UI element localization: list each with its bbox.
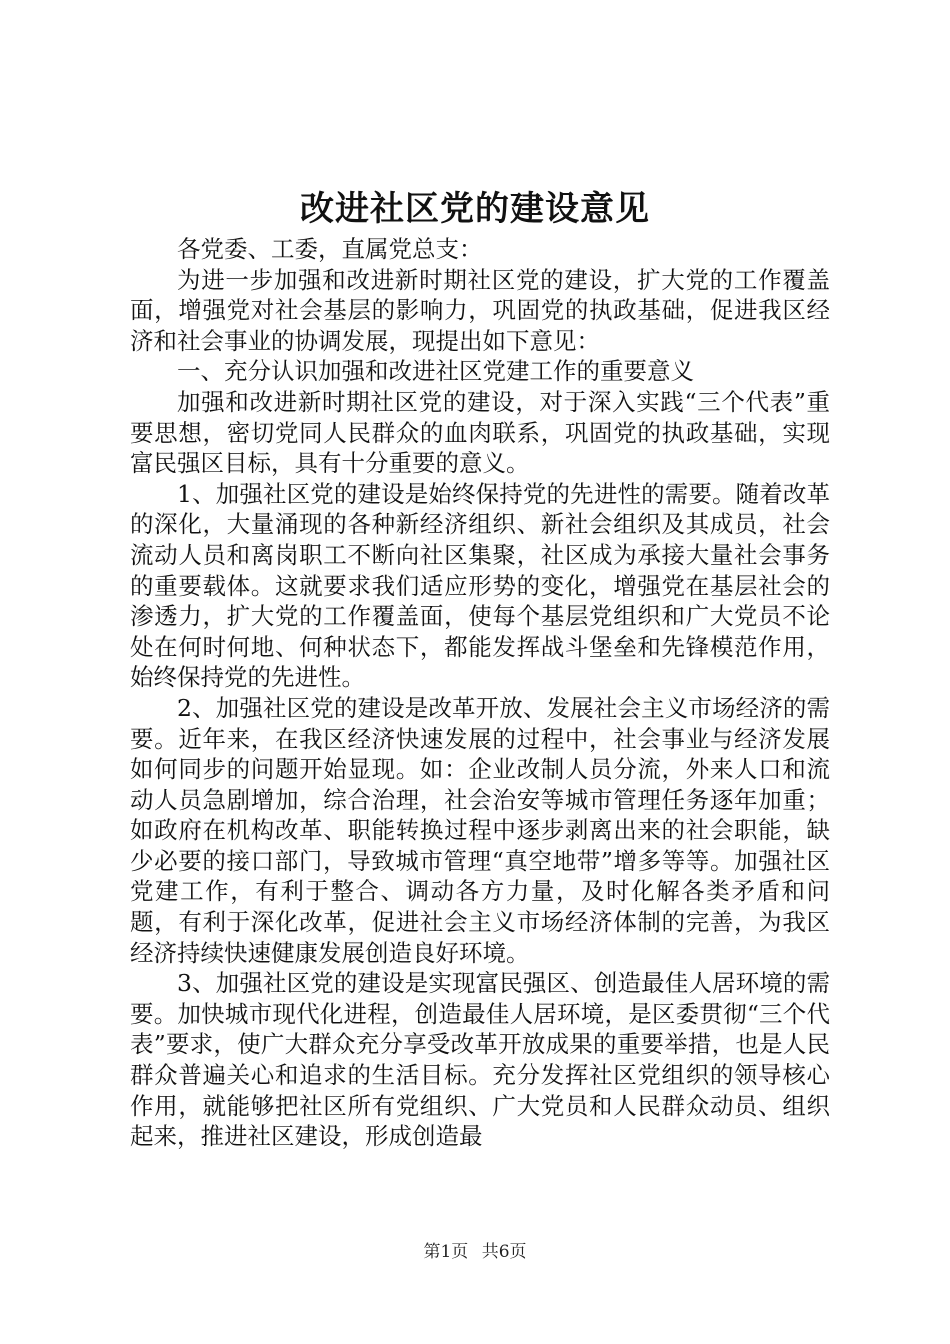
- document-title: 改进社区党的建设意见: [300, 189, 650, 229]
- intro-paragraph: 为进一步加强和改进新时期社区党的建设，扩大党的工作覆盖面，增强党对社会基层的影响力，巩固党的执政基础，促进我区经济和社会事业的协调发展，现提出如下意见：: [130, 265, 830, 355]
- body-paragraph: 1、加强社区党的建设是始终保持党的先进性的需要。随着改革的深化，大量涌现的各种新经济组织、新社会组织及其成员，社会流动人员和离岗职工不断向社区集聚，社区成为承接大量社会事务的重要载体。这就要求我们适应形势的变化，增强党在基层社会的渗透力，扩大党的工作覆盖面，使每个基层党组织和广大党员不论处在何时何地、何种状态下，都能发挥战斗堡垒和先锋模范作用，始终保持党的先进性。: [130, 479, 830, 692]
- page-number: 第1页: [423, 1242, 469, 1262]
- body-paragraph: 3、加强社区党的建设是实现富民强区、创造最佳人居环境的需要。加快城市现代化进程，创造最佳人居环境，是区委贯彻“三个代表”要求，使广大群众充分享受改革开放成果的重要举措，也是人民群众普遍关心和追求的生活目标。充分发挥社区党组织的领导核心作用，就能够把社区所有党组织、广大党员和人民群众动员、组织起来，推进社区建设，形成创造最: [130, 969, 830, 1151]
- body-paragraph: 2、加强社区党的建设是改革开放、发展社会主义市场经济的需要。近年来，在我区经济快速发展的过程中，社会事业与经济发展如何同步的问题开始显现。如：企业改制人员分流，外来人口和流动人员急剧增加，综合治理，社会治安等城市管理任务逐年加重；如政府在机构改革、职能转换过程中逐步剥离出来的社会职能，缺少必要的接口部门，导致城市管理“真空地带”增多等等。加强社区党建工作，有利于整合、调动各方力量，及时化解各类矛盾和问题，有利于深化改革，促进社会主义市场经济体制的完善，为我区经济持续快速健康发展创造良好环境。: [130, 693, 830, 967]
- page-total: 共6页: [481, 1242, 527, 1262]
- page-footer: [0, 1240, 950, 1264]
- salutation-paragraph: 各党委、工委，直属党总支：: [177, 235, 483, 263]
- section-heading: 一、充分认识加强和改进社区党建工作的重要意义: [177, 357, 694, 386]
- document-body: [130, 234, 830, 1152]
- body-paragraph: 加强和改进新时期社区党的建设，对于深入实践“三个代表”重要思想，密切党同人民群众的血肉联系，巩固党的执政基础，实现富民强区目标，具有十分重要的意义。: [130, 387, 830, 478]
